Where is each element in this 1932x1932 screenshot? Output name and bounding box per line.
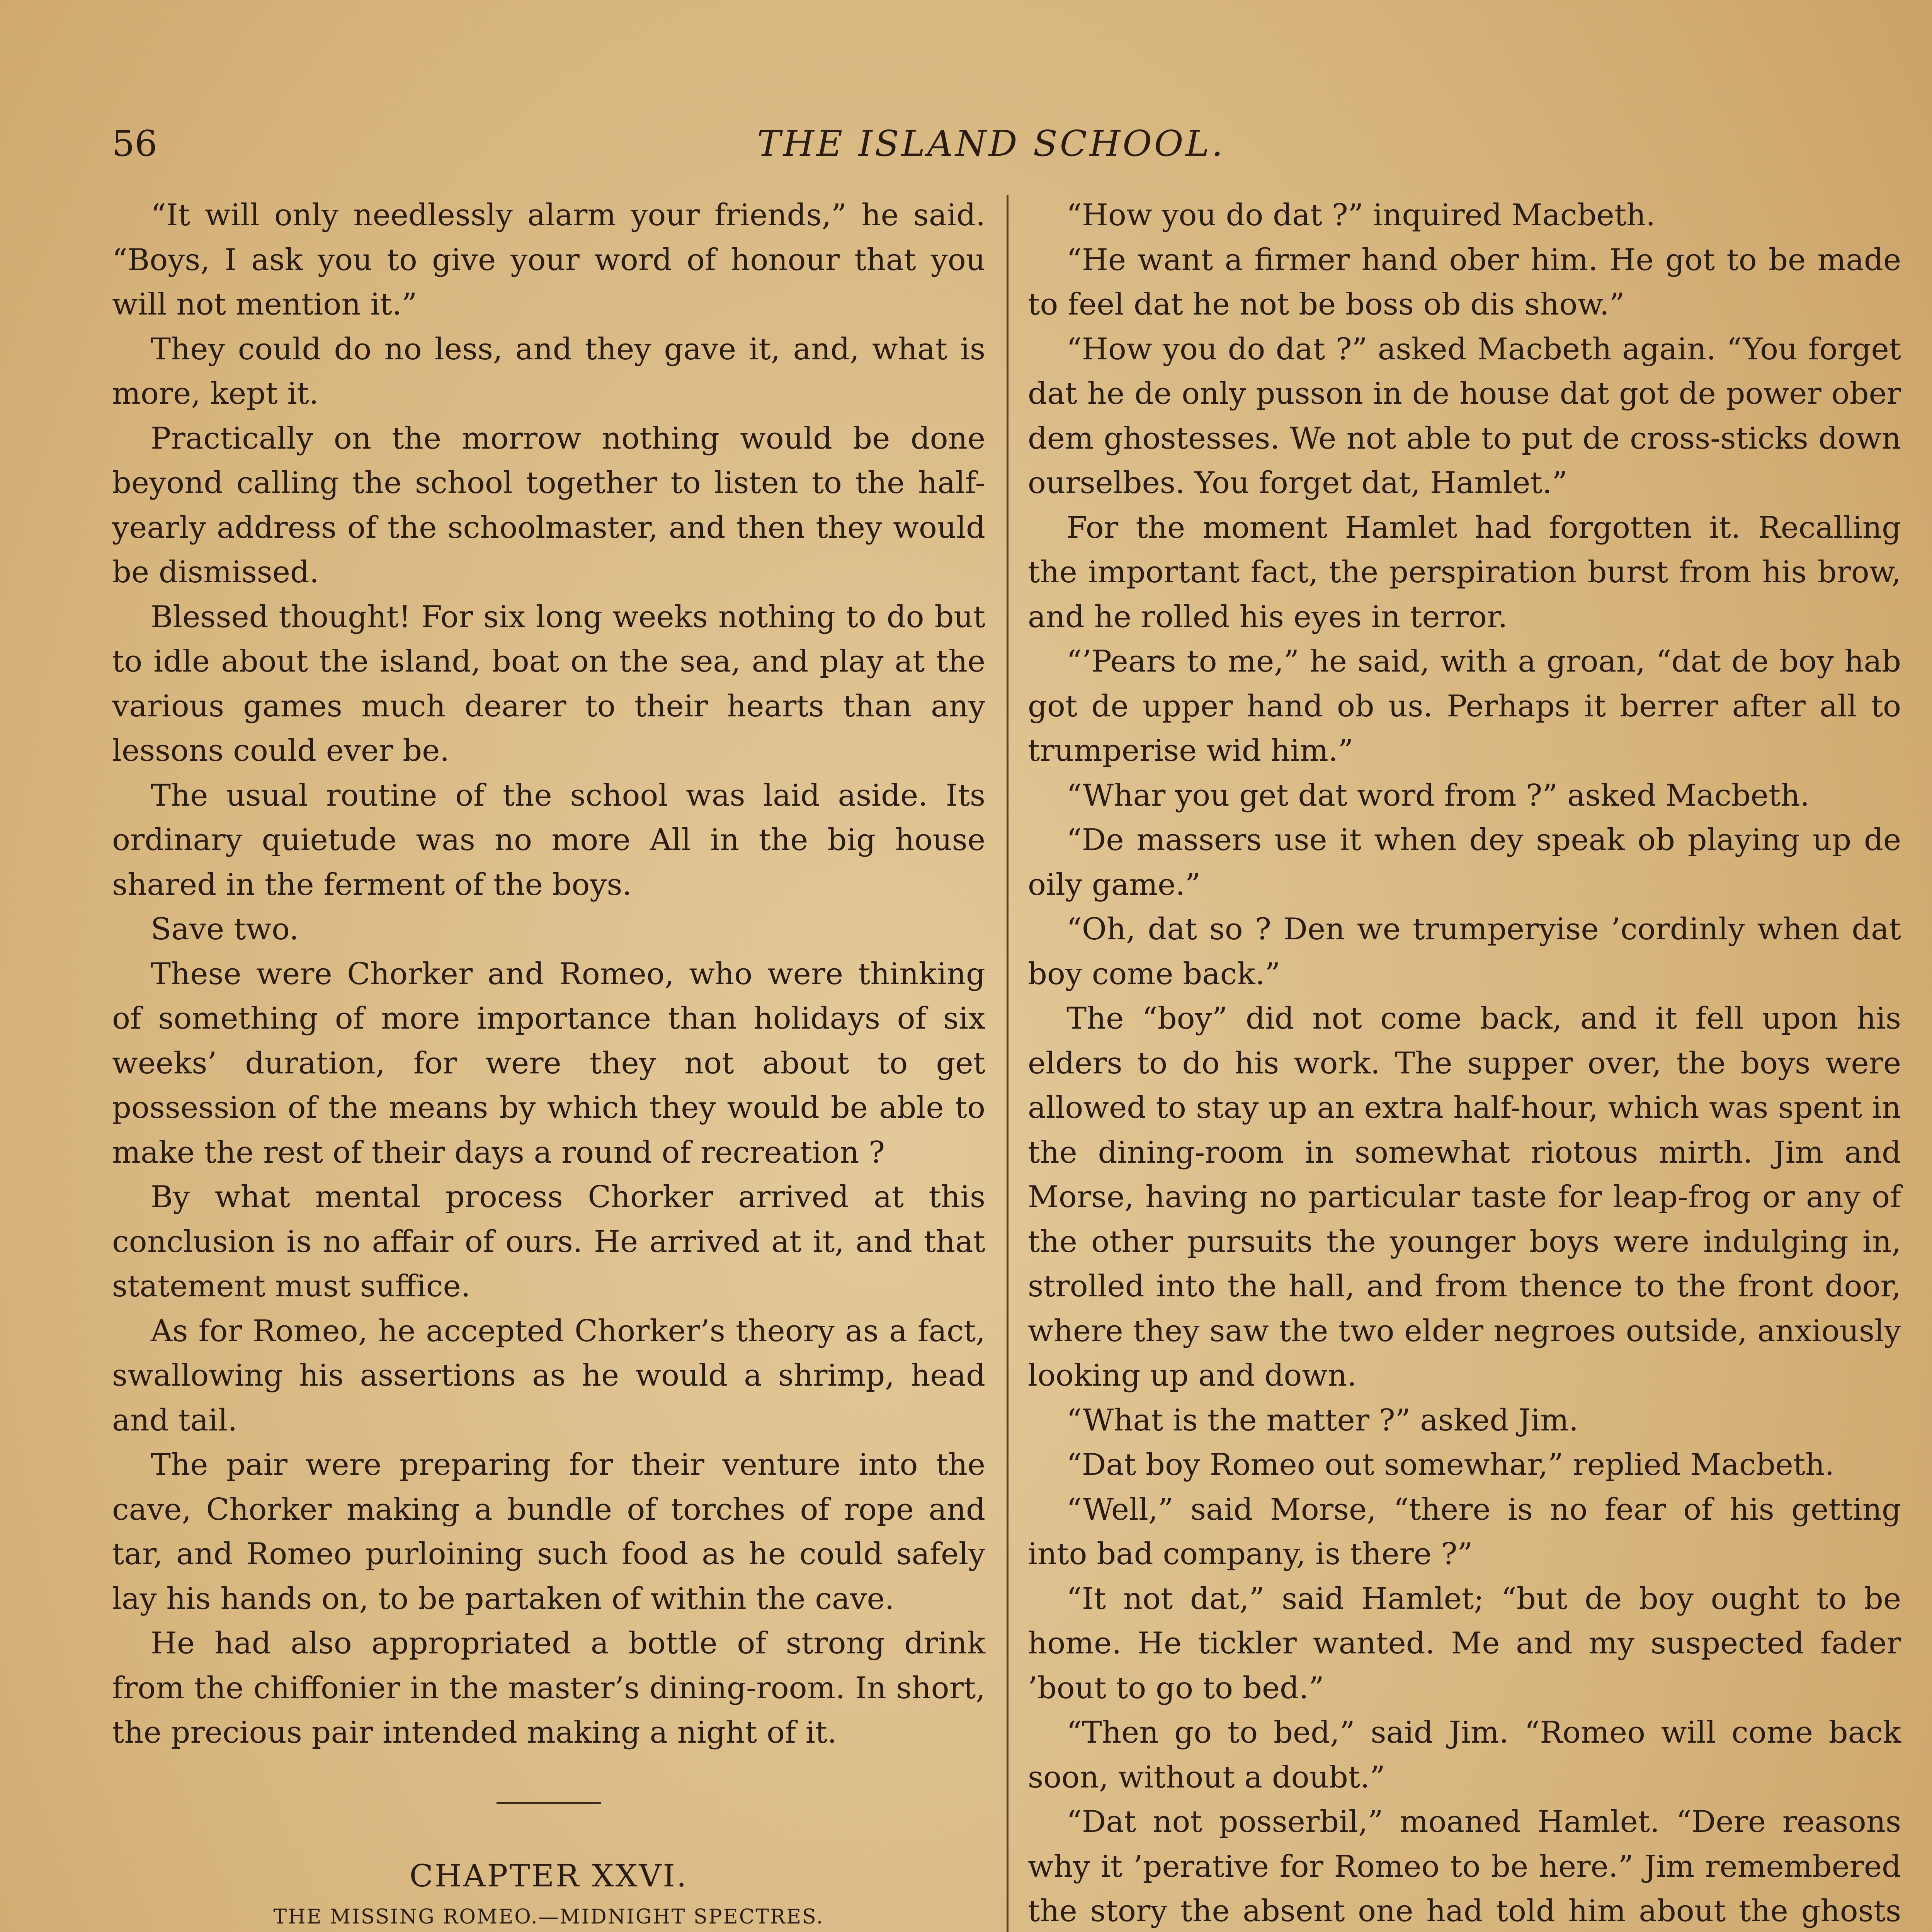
paragraph: “Then go to bed,” said Jim. “Romeo will come back soon, without a doubt.” [1028, 1715, 1901, 1795]
paragraph: “Whar you get dat word from ?” asked Macbeth. [1066, 778, 1810, 813]
paragraph: “How you do dat ?” asked Macbeth again. “You forget dat he de only pusson in de house dat got de power ober dem ghostesses. We not able to put de cross-sticks down ourselbes. You forget dat, Hamlet.” [1028, 332, 1901, 500]
page-number: 56 [112, 123, 158, 164]
paragraph: The “boy” did not come back, and it fell upon his elders to do his work. The supper over, the boys were allowed to stay up an extra half-hour, which was spent in the dining-room in somewhat riotous mirth. Jim and Morse, having no particular taste for leap-frog or any of the other pursuits the younger boys were indulging in, strolled into the hall, and from thence to the front door, where they saw the two elder negroes outside, anxiously looking up and down. [1028, 1001, 1901, 1393]
left-column [112, 193, 985, 1932]
chapter-title: CHAPTER XXVI. [409, 1857, 688, 1894]
paragraph: As for Romeo, he accepted Chorker’s theory as a fact, swallowing his assertions as he would a shrimp, head and tail. [112, 1313, 985, 1438]
paragraph: “’Pears to me,” he said, with a groan, “dat de boy hab got de upper hand ob us. Perhaps it berrer after all to trumperise wid him.” [1028, 644, 1901, 768]
paragraph: “De massers use it when dey speak ob playing up de oily game.” [1028, 823, 1901, 902]
paragraph: The usual routine of the school was laid aside. Its ordinary quietude was no more All in the big house shared in the ferment of the boys. [112, 778, 985, 902]
paragraph: The pair were preparing for their venture into the cave, Chorker making a bundle of torches of rope and tar, and Romeo purloining such food as he could safely lay his hands on, to be partaken of within the cave. [112, 1447, 985, 1616]
paragraph: He had also appropriated a bottle of strong drink from the chiffonier in the master’s dining-room. In short, the precious pair intended making a night of it. [112, 1626, 985, 1750]
paragraph: “What is the matter ?” asked Jim. [1066, 1403, 1578, 1438]
paragraph: Practically on the morrow nothing would be done beyond calling the school together to listen to the half-yearly address of the schoolmaster, and then they would be dismissed. [112, 421, 985, 590]
chapter-subtitle: THE MISSING ROMEO.—MIDNIGHT SPECTRES. [273, 1905, 824, 1929]
paragraph: They could do no less, and they gave it, and, what is more, kept it. [112, 332, 985, 411]
paragraph: “How you do dat ?” inquired Macbeth. [1066, 198, 1656, 233]
paragraph: “It will only needlessly alarm your friends,” he said. “Boys, I ask you to give your word of honour that you will not mention it.” [112, 198, 985, 322]
paragraph: “Dat boy Romeo out somewhar,” replied Macbeth. [1066, 1447, 1835, 1482]
paragraph: “It not dat,” said Hamlet; “but de boy ought to be home. He tickler wanted. Me and my suspected fader ’bout to go to bed.” [1028, 1581, 1901, 1706]
paragraph: By what mental process Chorker arrived at this conclusion is no affair of ours. He arrived at it, and that statement must suffice. [112, 1180, 985, 1304]
running-head: THE ISLAND SCHOOL. [757, 123, 1225, 164]
column-divider [1007, 195, 1009, 1932]
right-column [1028, 193, 1901, 1932]
paragraph: For the moment Hamlet had forgotten it. Recalling the important fact, the perspiration burst from his brow, and he rolled his eyes in terror. [1028, 510, 1901, 634]
paragraph: Save two. [151, 912, 299, 947]
paragraph: Blessed thought! For six long weeks nothing to do but to idle about the island, boat on the sea, and play at the various games much dearer to their hearts than any lessons could ever be. [112, 599, 985, 768]
paragraph: “Dat not posserbil,” moaned Hamlet. “Dere reasons why it ’perative for Romeo to be here.” Jim remembered the story the absent one had told him about the ghosts [1028, 1804, 1901, 1929]
paragraph: “Well,” said Morse, “there is no fear of his getting into bad company, is there ?” [1028, 1492, 1901, 1571]
page-header [112, 123, 1870, 177]
section-divider [497, 1802, 601, 1804]
paragraph: “Oh, dat so ? Den we trumperyise ’cordinly when dat boy come back.” [1028, 912, 1901, 992]
paragraph: “He want a firmer hand ober him. He got to be made to feel dat he not be boss ob dis show.” [1028, 242, 1901, 322]
paragraph: These were Chorker and Romeo, who were thinking of something of more importance than holidays of six weeks’ duration, for were they not about to get possession of the means by which they would be able to make the rest of their days a round of recreation ? [112, 956, 985, 1170]
